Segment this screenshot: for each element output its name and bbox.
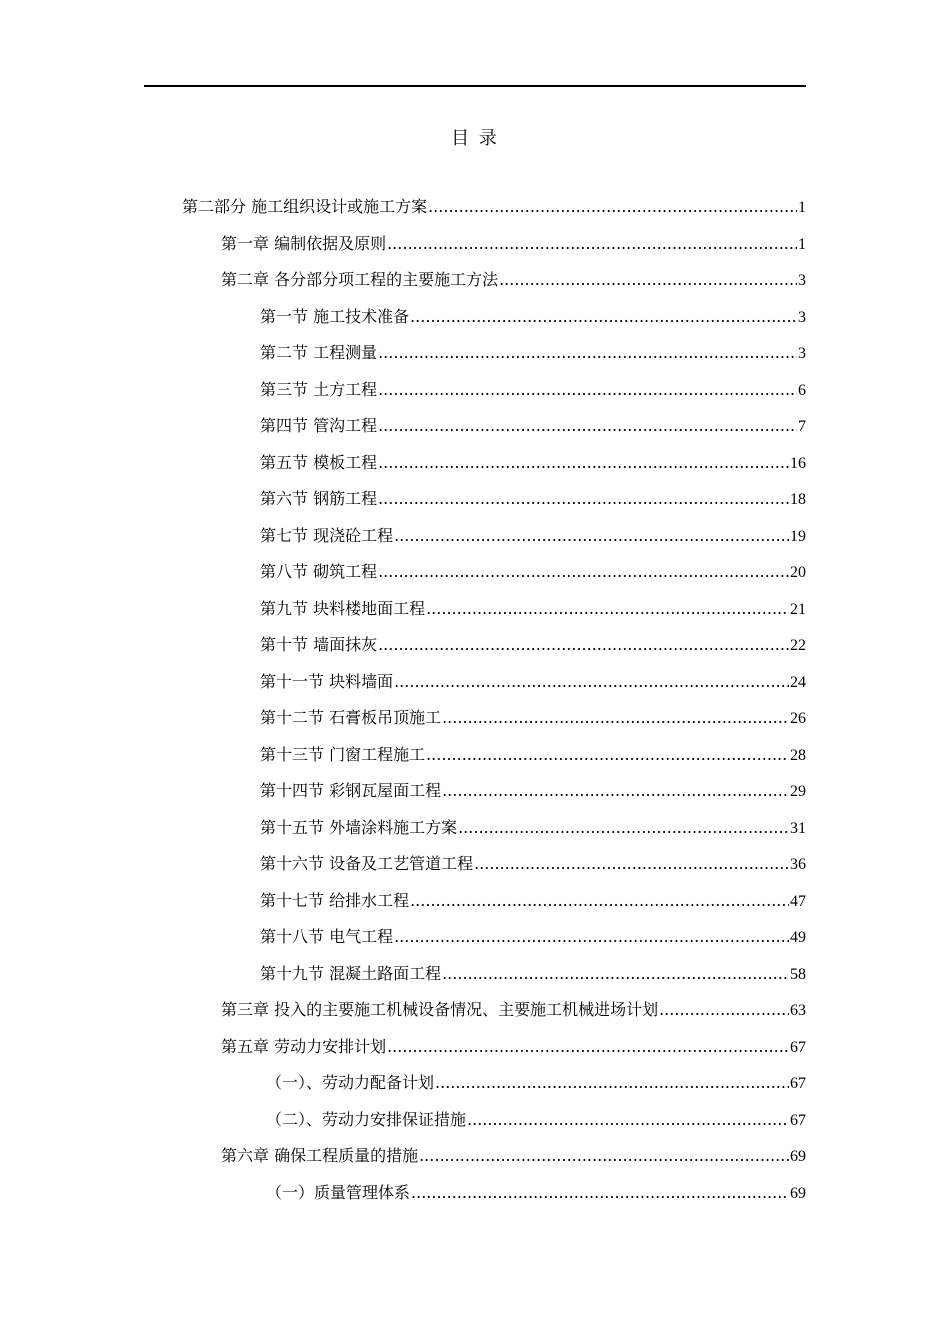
toc-entry-page: 28 [790,746,806,764]
toc-leader-dots [378,375,797,405]
toc-entry-label: 第九节 块料楼地面工程 [260,598,426,618]
toc-entry-page: 49 [790,929,806,946]
toc-leader-dots [411,1178,789,1208]
toc-leader-dots [378,338,797,368]
toc-entry[interactable] [260,776,806,806]
toc-entry[interactable] [221,995,806,1025]
toc-entry-page: 67 [790,1038,806,1056]
toc-entry[interactable] [260,557,806,587]
toc-entry[interactable] [221,229,806,259]
toc-entry-page: 22 [790,637,806,654]
toc-leader-dots [419,1141,789,1171]
toc-leader-dots [387,229,797,259]
toc-entry-page: 7 [798,418,806,435]
toc-title: 目 录 [451,128,499,149]
toc-entry-label: 第十八节 电气工程 [260,927,394,946]
toc-entry-page: 20 [790,564,806,581]
toc-entry-page: 24 [790,673,806,691]
toc-leader-dots [435,1068,789,1098]
toc-entry-label: 第五章 劳动力安排计划 [221,1036,387,1056]
toc-entry-page: 69 [790,1184,806,1202]
toc-entry[interactable] [260,338,806,368]
toc-entry-page: 63 [790,1002,806,1019]
toc-entry-page: 1 [798,199,806,216]
toc-leader-dots [426,594,789,624]
toc-entry[interactable] [260,375,806,405]
toc-entry-label: 第二部分 施工组织设计或施工方案 [182,197,428,216]
toc-entry[interactable] [260,813,806,843]
toc-entry[interactable] [221,1141,806,1171]
toc-leader-dots [442,703,789,733]
toc-leader-dots [499,265,797,295]
toc-entry[interactable] [260,740,806,770]
toc-entry-page: 58 [790,965,806,983]
toc-entry[interactable] [260,849,806,879]
toc-entry-label: 第十六节 设备及工艺管道工程 [260,854,474,873]
toc-entry[interactable] [182,192,806,222]
toc-entry-label: （二）、劳动力安排保证措施 [266,1109,467,1129]
toc-leader-dots [428,192,797,222]
toc-entry[interactable] [260,484,806,514]
toc-entry[interactable] [266,1105,806,1135]
toc-entry-page: 18 [790,491,806,508]
toc-entry[interactable] [260,703,806,733]
toc-leader-dots [378,411,797,441]
toc-entry-label: 第十三节 门窗工程施工 [260,744,426,764]
toc-entry-page: 47 [790,892,806,910]
toc-leader-dots [458,813,789,843]
toc-leader-dots [378,557,789,587]
toc-entry-page: 67 [790,1075,806,1092]
toc-entry-label: 第六章 确保工程质量的措施 [221,1146,419,1165]
toc-entry-label: 第十二节 石膏板吊顶施工 [260,708,442,727]
toc-leader-dots [410,302,797,332]
toc-entry-page: 67 [790,1111,806,1129]
toc-leader-dots [442,776,789,806]
toc-entry-label: 第二章 各分部分项工程的主要施工方法 [221,270,499,289]
toc-entry-label: （一）、劳动力配备计划 [266,1073,435,1092]
toc-entry[interactable] [260,667,806,697]
toc-entry-page: 6 [798,381,806,399]
toc-leader-dots [659,995,789,1025]
toc-entry[interactable] [260,521,806,551]
toc-entry-label: 第十九节 混凝土路面工程 [260,963,442,983]
header-rule [144,85,806,87]
toc-leader-dots [378,630,789,660]
toc-entry-page: 26 [790,710,806,727]
toc-entry-label: 第十节 墙面抹灰 [260,635,378,654]
toc-leader-dots [394,667,789,697]
toc-leader-dots [378,484,789,514]
toc-entry-label: 第十七节 给排水工程 [260,890,410,910]
toc-entry-label: 第二节 工程测量 [260,343,378,362]
toc-entry[interactable] [260,302,806,332]
toc-leader-dots [394,922,789,952]
toc-leader-dots [378,448,789,478]
toc-entry-page: 3 [798,345,806,362]
toc-entry-label: 第五节 模板工程 [260,452,378,472]
toc-leader-dots [467,1105,789,1135]
toc-entry-label: 第十一节 块料墙面 [260,671,394,691]
toc-entry-label: 第一节 施工技术准备 [260,306,410,326]
toc-entry[interactable] [221,1032,806,1062]
toc-entry-label: 第八节 砌筑工程 [260,562,378,581]
toc-leader-dots [426,740,789,770]
toc-entry-page: 3 [798,272,806,289]
toc-leader-dots [410,886,789,916]
toc-entry-label: 第十四节 彩钢瓦屋面工程 [260,781,442,800]
toc-entry[interactable] [260,922,806,952]
toc-entry[interactable] [260,594,806,624]
toc-entry[interactable] [266,1178,806,1208]
toc-entry[interactable] [260,411,806,441]
toc-entry-page: 31 [790,819,806,837]
toc-entry-page: 69 [790,1148,806,1165]
toc-entry-page: 19 [790,527,806,545]
toc-entry-label: 第七节 现浇砼工程 [260,525,394,545]
toc-entry-label: 第六节 钢筋工程 [260,489,378,508]
toc-entry[interactable] [260,886,806,916]
toc-entry-label: 第三节 土方工程 [260,379,378,399]
toc-entry[interactable] [260,630,806,660]
toc-entry-page: 21 [790,600,806,618]
toc-entry-page: 36 [790,856,806,873]
toc-entry[interactable] [221,265,806,295]
toc-entry[interactable] [260,959,806,989]
toc-entry[interactable] [260,448,806,478]
toc-entry-label: 第一章 编制依据及原则 [221,233,387,253]
toc-entry-label: 第三章 投入的主要施工机械设备情况、主要施工机械进场计划 [221,1000,659,1019]
toc-leader-dots [394,521,789,551]
toc-entry-page: 29 [790,783,806,800]
toc-entry-page: 3 [798,308,806,326]
toc-leader-dots [474,849,789,879]
toc-entry-label: （一）质量管理体系 [266,1182,411,1202]
toc-entry-page: 1 [798,235,806,253]
toc-leader-dots [387,1032,789,1062]
toc-entry-label: 第十五节 外墙涂料施工方案 [260,817,458,837]
toc-entry-label: 第四节 管沟工程 [260,416,378,435]
toc-entry[interactable] [266,1068,806,1098]
toc-entry-page: 16 [790,454,806,472]
toc-leader-dots [442,959,789,989]
